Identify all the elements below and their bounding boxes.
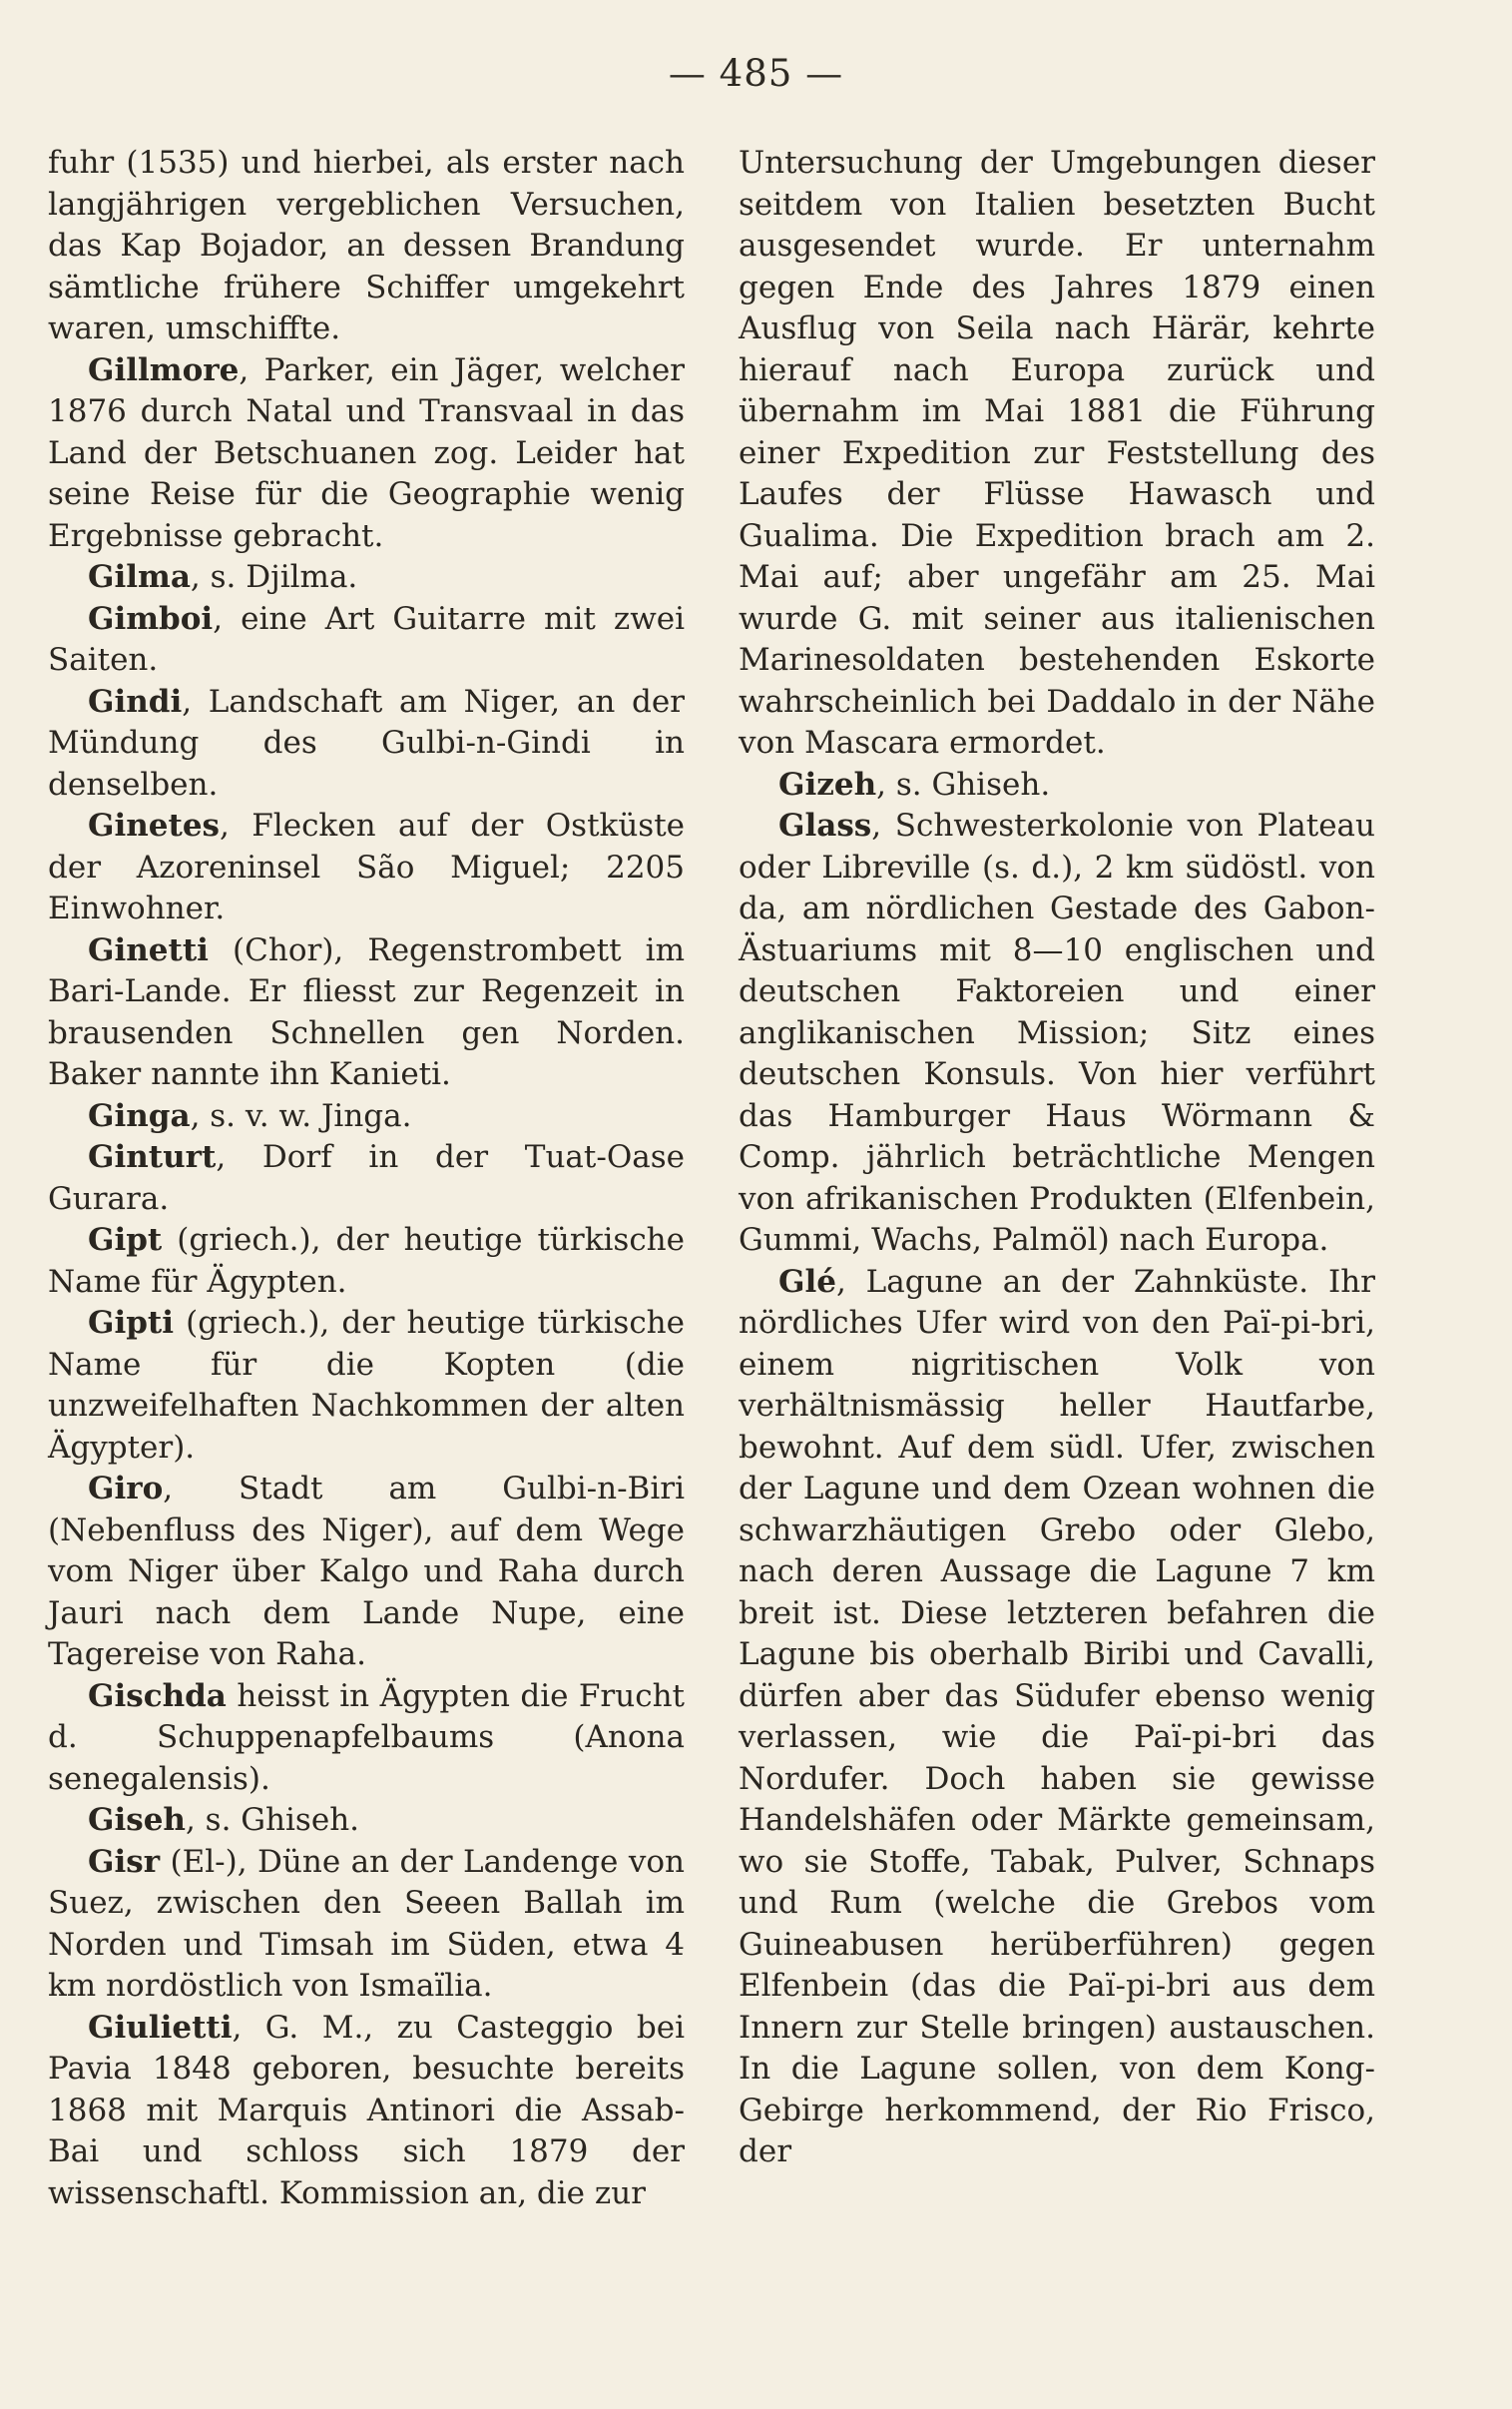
dictionary-entry	[48, 1096, 685, 1138]
entry-text: (griech.), der heutige türkische Name für Ägypten.	[48, 1222, 685, 1300]
entry-headword: Glass	[778, 808, 872, 844]
right-column	[739, 143, 1375, 2173]
dictionary-entry	[48, 1842, 685, 2008]
entry-text: , eine Art Guitarre mit zwei Saiten.	[48, 600, 685, 678]
entry-text: , Landschaft am Niger, an der Mündung des Gulbi-n-Gindi in denselben.	[48, 683, 685, 803]
entry-headword: Gilma	[88, 559, 191, 595]
entry-text: , G. M., zu Casteggio bei Pavia 1848 geboren, besuchte bereits 1868 mit Marquis Antinori die Assab-Bai und schloss sich 1879 der wissenschaftl. Kommission an, die zur	[48, 2009, 685, 2211]
entry-headword: Gimboi	[88, 600, 214, 637]
entry-headword: Gischda	[88, 1677, 227, 1714]
entry-headword: Ginetti	[88, 931, 209, 968]
entry-headword: Gindi	[88, 683, 183, 720]
entry-text: (El-), Düne an der Landenge von Suez, zwischen den Seeen Ballah im Norden und Timsah im Süden, etwa 4 km nordöstlich von Ismaïlia.	[48, 1843, 685, 2004]
entry-headword: Giro	[88, 1471, 164, 1506]
dictionary-entry	[739, 806, 1375, 1262]
entry-headword: Gipti	[88, 1305, 175, 1341]
entry-text: , s. v. w. Jinga.	[190, 1097, 412, 1134]
entry-text: (griech.), der heutige türkische Name für die Kopten (die unzweifelhaften Nachkommen der alten Ägypter).	[48, 1305, 685, 1466]
dictionary-entry	[48, 350, 685, 558]
entry-text: , Schwesterkolonie von Plateau oder Libreville (s. d.), 2 km südöstl. von da, am nördlichen Gestade des Gabon-Ästuariums mit 8—10 englischen und deutschen Faktoreien und einer anglikanischen Mission; Sitz eines deutschen Konsuls. Von hier verführt das Hamburger Haus Wörmann & Comp. jährlich beträchtliche Mengen von afrikanischen Produkten (Elfenbein, Gummi, Wachs, Palmöl) nach Europa.	[739, 808, 1375, 1258]
entry-headword: Ginturt	[88, 1139, 217, 1175]
dictionary-entry	[48, 682, 685, 807]
entry-text: , Dorf in der Tuat-Oase Gurara.	[48, 1139, 685, 1217]
page-number: — 485 —	[668, 52, 844, 95]
entry-headword: Giulietti	[88, 2009, 233, 2046]
dictionary-entry	[48, 1800, 685, 1842]
entry-text: heisst in Ägypten die Frucht d. Schuppenapfelbaums (Anona senegalensis).	[48, 1677, 685, 1797]
dictionary-entry	[48, 930, 685, 1096]
dictionary-entry	[48, 2008, 685, 2215]
entry-headword: Ginetes	[88, 808, 221, 844]
entry-headword: Gisr	[88, 1843, 161, 1880]
entry-text: , s. Djilma.	[190, 559, 358, 595]
dictionary-entry	[739, 1262, 1375, 2173]
dictionary-entry	[48, 1137, 685, 1220]
dictionary-entry	[48, 806, 685, 930]
entry-headword: Gipt	[88, 1222, 163, 1258]
entry-text: , Lagune an der Zahnküste. Ihr nördliches Ufer wird von den Paï-pi-bri, einem nigritischen Volk von verhältnismässig heller Hautfarbe, bewohnt. Auf dem südl. Ufer, zwischen der Lagune und dem Ozean wohnen die schwarzhäutigen Grebo oder Glebo, nach deren Aussage die Lagune 7 km breit ist. Diese letzteren befahren die Lagune bis oberhalb Biribi und Cavalli, dürfen aber das Südufer ebenso wenig verlassen, wie die Paï-pi-bri das Nordufer. Doch haben sie gewisse Handelshäfen oder Märkte gemeinsam, wo sie Stoffe, Tabak, Pulver, Schnaps und Rum (welche die Grebos vom Guineabusen herüberführen) gegen Elfenbein (das die Paï-pi-bri aus dem Innern zur Stelle bringen) austauschen. In die Lagune sollen, von dem Kong-Gebirge herkommend, der Rio Frisco, der	[739, 1263, 1375, 2169]
entry-headword: Glé	[778, 1263, 836, 1300]
entry-headword: Ginga	[88, 1097, 191, 1134]
left-column	[48, 143, 685, 2214]
entry-continuation	[739, 143, 1375, 765]
dictionary-entry	[48, 1469, 685, 1676]
entry-text: Untersuchung der Umgebungen dieser seitdem von Italien besetzten Bucht ausgesendet wurde. Er unternahm gegen Ende des Jahres 1879 einen Ausflug von Seila nach Härär, kehrte hierauf nach Europa zurück und übernahm im Mai 1881 die Führung einer Expedition zur Feststellung des Laufes der Flüsse Hawasch und Gualima. Die Expedition brach am 2. Mai auf; aber ungefähr am 25. Mai wurde G. mit seiner aus italienischen Marinesoldaten bestehenden Eskorte wahrscheinlich bei Daddalo in der Nähe von Mascara ermordet.	[739, 145, 1375, 761]
entry-text: , s. Ghiseh.	[876, 766, 1051, 803]
dictionary-entry	[48, 1303, 685, 1469]
entry-text: fuhr (1535) und hierbei, als erster nach langjährigen vergeblichen Versuchen, das Kap Bojador, an dessen Brandung sämtliche frühere Schiffer umgekehrt waren, umschiffte.	[48, 145, 685, 346]
entry-continuation	[48, 143, 685, 350]
dictionary-entry	[48, 599, 685, 682]
entry-headword: Gizeh	[778, 766, 877, 803]
entry-text: , Parker, ein Jäger, welcher 1876 durch Natal und Transvaal in das Land der Betschuanen zog. Leider hat seine Reise für die Geographie wenig Ergebnisse gebracht.	[48, 351, 685, 554]
entry-text: , s. Ghiseh.	[185, 1802, 360, 1838]
entry-headword: Gillmore	[88, 351, 240, 388]
entry-text: (Chor), Regenstrombett im Bari-Lande. Er fliesst zur Regenzeit in brausenden Schnellen gen Norden. Baker nannte ihn Kanieti.	[48, 931, 685, 1092]
entry-text: , Stadt am Gulbi-n-Biri (Nebenfluss des Niger), auf dem Wege vom Niger über Kalgo und Raha durch Jauri nach dem Lande Nupe, eine Tagereise von Raha.	[48, 1471, 685, 1672]
dictionary-entry	[48, 1220, 685, 1303]
dictionary-entry	[739, 765, 1375, 807]
dictionary-entry	[48, 557, 685, 599]
entry-headword: Giseh	[88, 1802, 186, 1838]
entry-text: , Flecken auf der Ostküste der Azoreninsel São Miguel; 2205 Einwohner.	[48, 808, 685, 926]
dictionary-entry	[48, 1676, 685, 1801]
